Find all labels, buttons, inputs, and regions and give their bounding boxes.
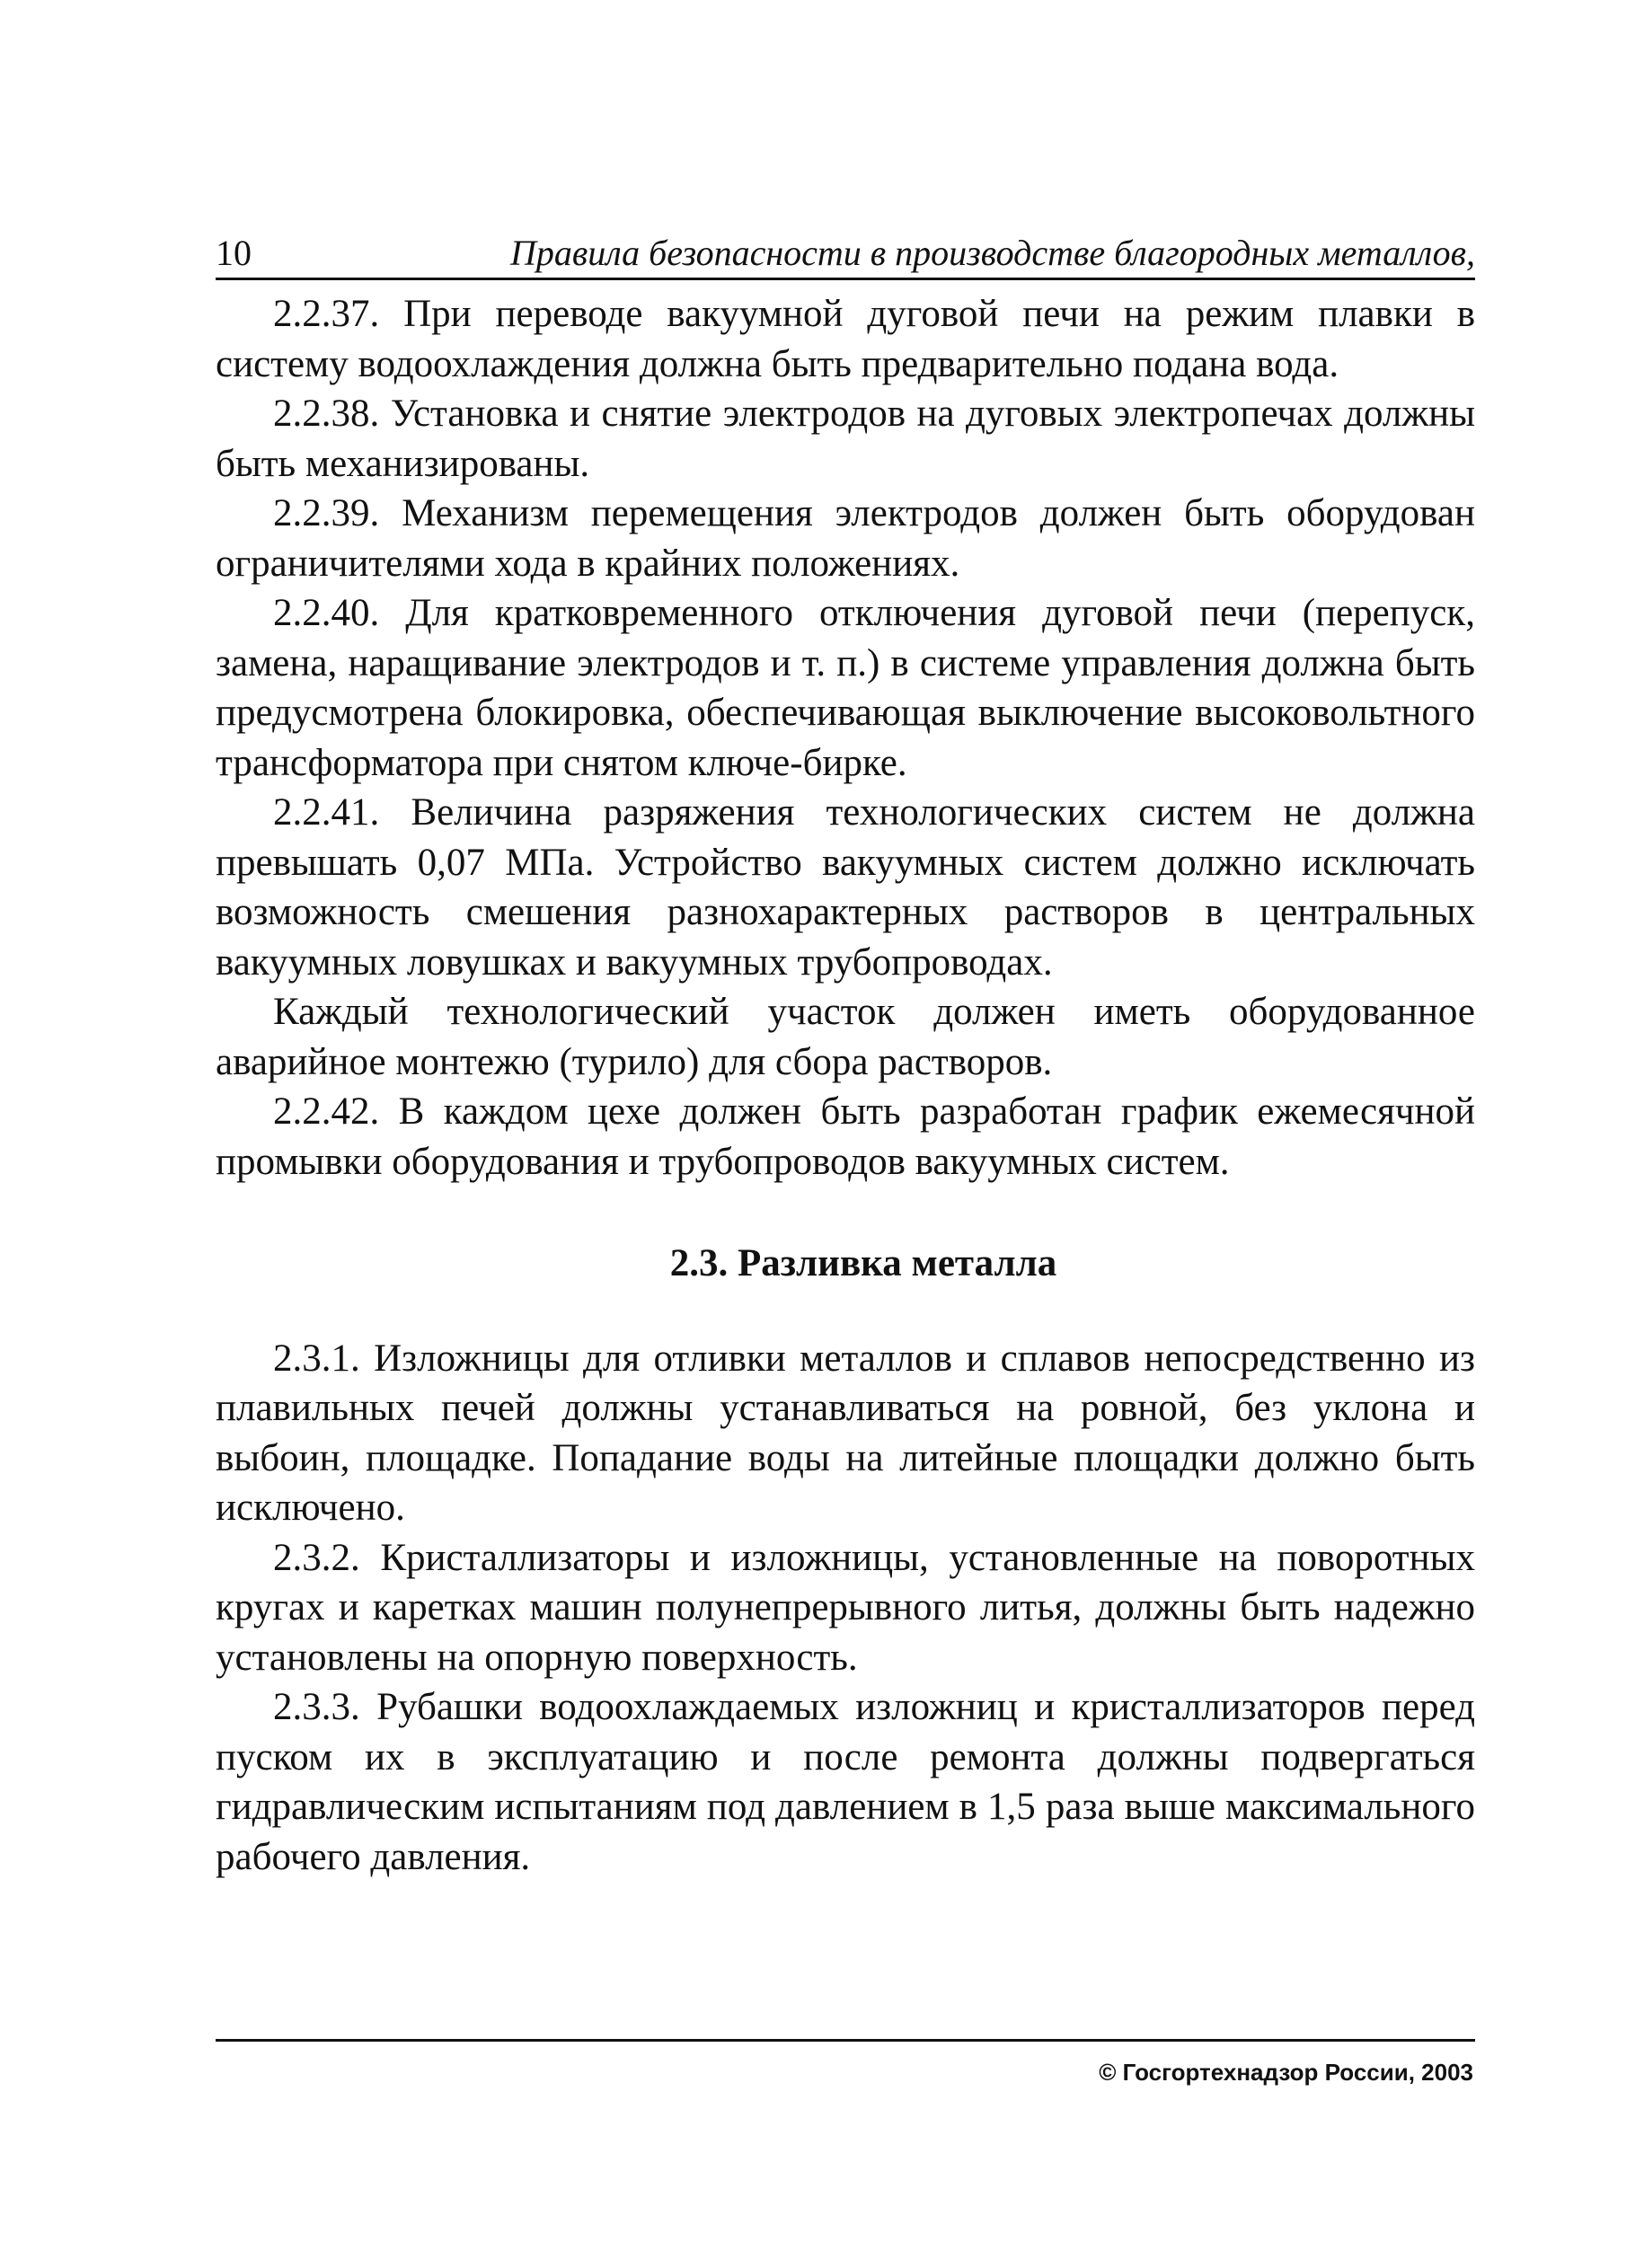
paragraph-2-2-42: 2.2.42. В каждом цехе должен быть разработан график ежемесячной промывки оборудования и трубопроводов вакуумных систем.: [216, 1090, 1475, 1183]
paragraph-2-2-41-continued: Каждый технологический участок должен иметь оборудованное аварийное монтежю (турило) для сбора растворов.: [216, 991, 1475, 1083]
paragraph-2-2-37: 2.2.37. При переводе вакуумной дуговой печи на режим плавки в систему водоохлаждения должна быть предварительно подана вода.: [216, 293, 1475, 385]
page-number: 10: [216, 233, 252, 273]
paragraph-2-3-1: 2.3.1. Изложницы для отливки металлов и сплавов непосредственно из плавильных печей должны устанавливаться на ровной, без уклона и выбоин, площадке. Попадание воды на литейные площадки должно быть исключено.: [216, 1337, 1475, 1529]
paragraph-2-2-39: 2.2.39. Механизм перемещения электродов должен быть оборудован ограничителями хода в крайних положениях.: [216, 492, 1475, 585]
paragraph-2-3-3: 2.3.3. Рубашки водоохлаждаемых изложниц и кристаллизаторов перед пуском их в эксплуатацию и после ремонта должны подвергаться гидравлическим испытаниям под давлением в 1,5 раза выше максимального рабочего давления.: [216, 1686, 1475, 1878]
body-text: [216, 289, 1475, 1882]
section-heading: 2.3. Разливка металла: [669, 1242, 1057, 1284]
paragraph-2-2-41: 2.2.41. Величина разряжения технологических систем не должна превышать 0,07 МПа. Устройство вакуумных систем должно исключать возможность смешения разнохарактерных растворов в центральных вакуумных ловушках и вакуумных трубопроводах.: [216, 791, 1475, 984]
copyright-notice: © Госгортехнадзор России, 2003: [1099, 2059, 1473, 2086]
running-title: Правила безопасности в производстве благородных металлов,: [509, 233, 1475, 273]
footer-rule: [216, 2039, 1475, 2042]
paragraph-2-2-40: 2.2.40. Для кратковременного отключения дуговой печи (перепуск, замена, наращивание электродов и т. п.) в системе управления должна быть предусмотрена блокировка, обеспечивающая выключение высоковольтного трансформатора при снятом ключе-бирке.: [216, 592, 1475, 784]
paragraph-2-3-2: 2.3.2. Кристаллизаторы и изложницы, установленные на поворотных кругах и каретках машин полунепрерывного литья, должны быть надежно установлены на опорную поверхность.: [216, 1536, 1475, 1679]
header-rule: [216, 278, 1475, 280]
paragraph-2-2-38: 2.2.38. Установка и снятие электродов на дуговых электропечах должны быть механизированы.: [216, 393, 1475, 485]
